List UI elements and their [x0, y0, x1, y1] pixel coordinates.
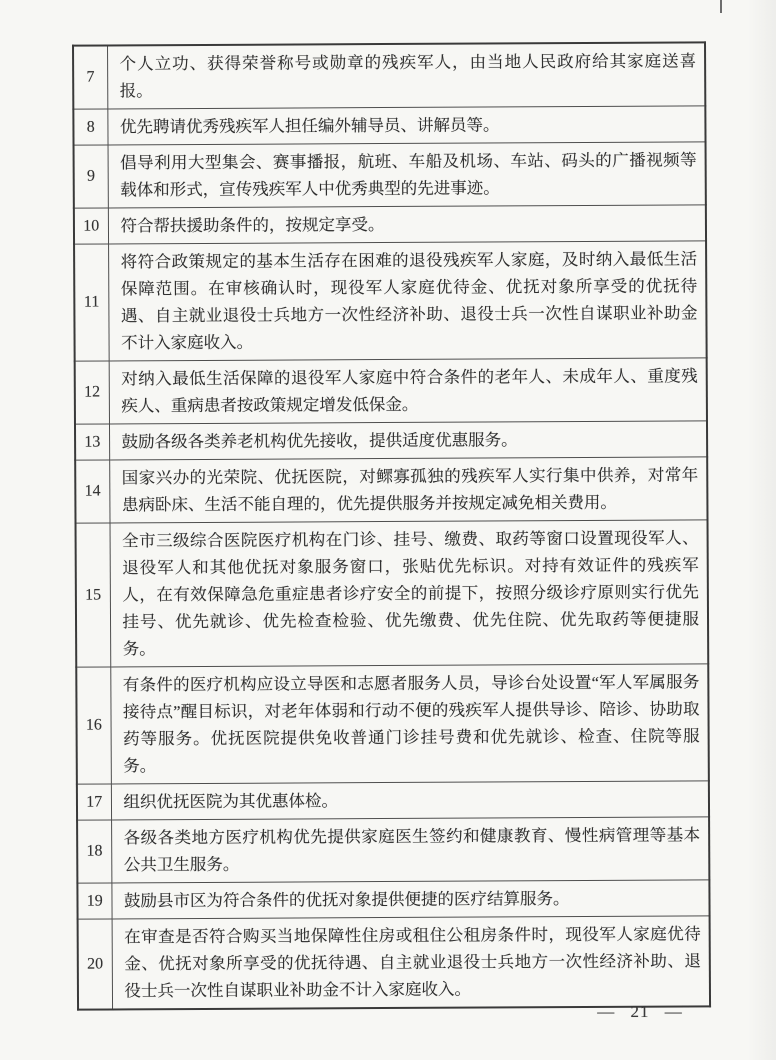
- row-text-cell: 个人立功、获得荣誉称号或勋章的残疾军人，由当地人民政府给其家庭送喜报。: [107, 42, 705, 109]
- row-text-cell: 符合帮扶援助条件的，按规定享受。: [108, 205, 706, 244]
- table-row: [74, 241, 707, 361]
- row-number-cell: 13: [75, 424, 109, 460]
- table-row: [78, 916, 710, 1010]
- table-row: [77, 781, 709, 820]
- row-text-cell: 对纳入最低生活保障的退役军人家庭中符合条件的老年人、未成年人、重度残疾人、重病患者按政策规定增发低保金。: [109, 358, 707, 424]
- row-number-cell: 12: [75, 361, 109, 424]
- row-number-cell: 9: [74, 145, 108, 208]
- table-row: [74, 205, 706, 244]
- row-number-cell: 14: [75, 460, 109, 523]
- row-text-cell: 优先聘请优秀残疾军人担任编外辅导员、讲解员等。: [107, 106, 705, 145]
- table-row: [77, 880, 709, 919]
- table-row: [74, 142, 706, 208]
- row-number-cell: 16: [76, 667, 111, 784]
- row-text-cell: 组织优抚医院为其优惠体检。: [111, 781, 709, 820]
- page-number: — 21 —: [597, 1002, 683, 1021]
- row-number-cell: 15: [76, 523, 111, 667]
- table-row: [75, 358, 707, 424]
- row-number-cell: 19: [77, 883, 111, 919]
- table-row: [73, 106, 705, 145]
- scan-edge-artifact: [720, 0, 722, 13]
- row-text-cell: 有条件的医疗机构应设立导医和志愿者服务人员，导诊台处设置“军人军属服务接待点”醒目标识，对老年体弱和行动不便的残疾军人提供导诊、陪诊、协助取药等服务。优抚医院提供免收普通门诊挂号费和优先就诊、检查、住院等服务。: [110, 664, 709, 784]
- policy-benefits-table: [72, 41, 711, 1010]
- row-text-cell: 各级各类地方医疗机构优先提供家庭医生签约和健康教育、慢性病管理等基本公共卫生服务。: [111, 817, 709, 883]
- scanner-shade: [748, 0, 776, 1060]
- row-text-cell: 国家兴办的光荣院、优抚医院，对鳏寡孤独的残疾军人实行集中供养，对常年患病卧床、生活不能自理的，优先提供服务并按规定减免相关费用。: [109, 457, 707, 523]
- row-text-cell: 将符合政策规定的基本生活存在困难的退役残疾军人家庭，及时纳入最低生活保障范围。在审核确认时，现役军人家庭优待金、优抚对象所享受的优抚待遇、自主就业退役士兵地方一次性经济补助、退役士兵一次性自谋职业补助金不计入家庭收入。: [108, 241, 707, 361]
- policy-table-body: [73, 42, 710, 1009]
- row-text-cell: 倡导利用大型集会、赛事播报，航班、车船及机场、车站、码头的广播视频等载体和形式，宣传残疾军人中优秀典型的先进事迹。: [108, 142, 706, 208]
- row-number-cell: 18: [77, 820, 111, 883]
- row-number-cell: 8: [73, 109, 107, 145]
- row-number-cell: 17: [77, 784, 111, 820]
- row-text-cell: 鼓励各级各类养老机构优先接收，提供适度优惠服务。: [109, 421, 707, 460]
- row-number-cell: 11: [74, 244, 109, 361]
- table-row: [76, 664, 709, 784]
- table-row: [76, 520, 709, 667]
- table-row: [75, 421, 707, 460]
- row-text-cell: 在审查是否符合购买当地保障性住房或租住公租房条件时，现役军人家庭优待金、优抚对象所享受的优抚待遇、自主就业退役士兵地方一次性经济补助、退役士兵一次性自谋职业补助金不计入家庭收入。: [112, 916, 710, 1010]
- row-text-cell: 全市三级综合医院医疗机构在门诊、挂号、缴费、取药等窗口设置现役军人、退役军人和其他优抚对象服务窗口，张贴优先标识。对持有效证件的残疾军人，在有效保障急危重症患者诊疗安全的前提下，按照分级诊疗原则实行优先挂号、优先就诊、优先检查检验、优先缴费、优先住院、优先取药等便捷服务。: [110, 520, 709, 667]
- row-number-cell: 7: [73, 45, 107, 109]
- row-text-cell: 鼓励县市区为符合条件的优抚对象提供便捷的医疗结算服务。: [111, 880, 709, 919]
- policy-table-container: [72, 41, 711, 1010]
- table-row: [77, 817, 709, 883]
- row-number-cell: 10: [74, 208, 108, 244]
- row-number-cell: 20: [78, 919, 112, 1010]
- table-row: [75, 457, 707, 523]
- table-row: [73, 42, 705, 109]
